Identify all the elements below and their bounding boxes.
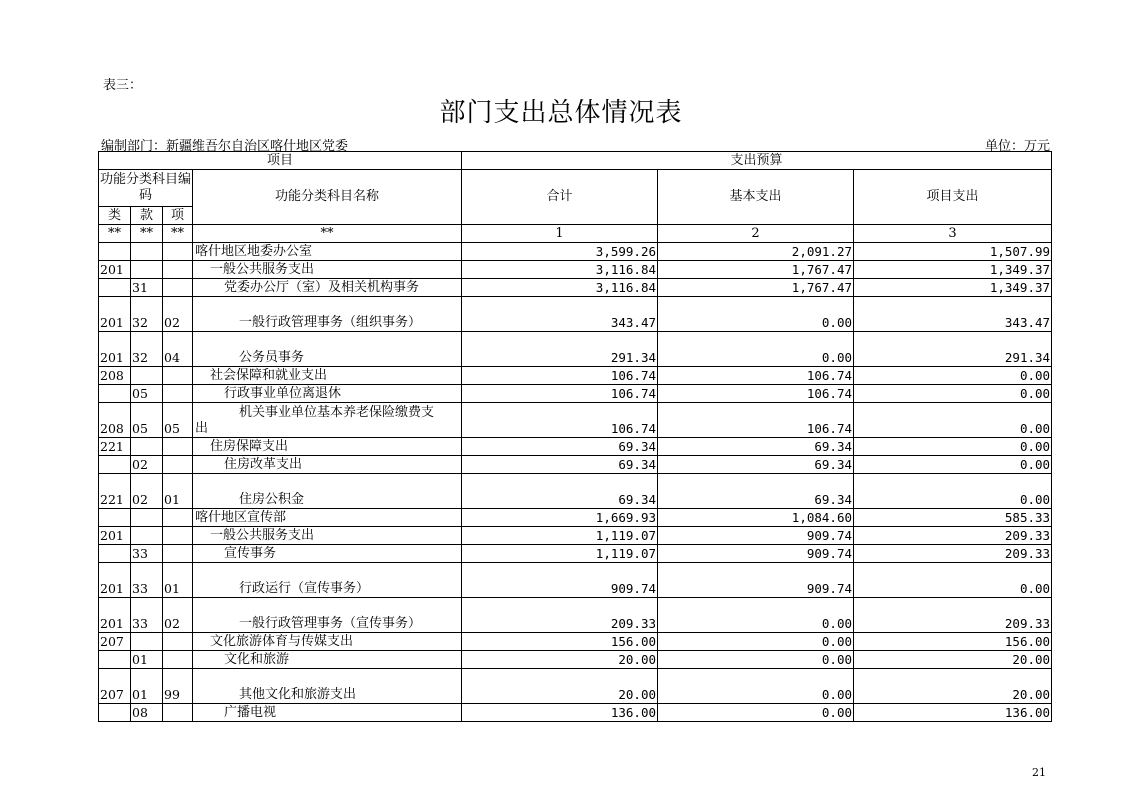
lei-cell: 201 [99, 297, 131, 332]
item-name-cell: 党委办公厅（室）及相关机构事务 [193, 279, 462, 297]
lei-cell: 221 [99, 474, 131, 509]
table-row [99, 403, 1052, 438]
kuan-cell: 32 [131, 297, 163, 332]
lei-cell [99, 509, 131, 527]
table-row [99, 261, 1052, 279]
item-header: 项目 [99, 152, 462, 170]
project-cell: 0.00 [854, 438, 1052, 456]
table-row [99, 704, 1052, 722]
project-cell: 20.00 [854, 669, 1052, 704]
table-row [99, 545, 1052, 563]
total-cell: 69.34 [462, 438, 658, 456]
basic-cell: 0.00 [658, 704, 854, 722]
kuan-cell [131, 243, 163, 261]
item-name-cell: 喀什地区地委办公室 [193, 243, 462, 261]
item-name-cell: 宣传事务 [193, 545, 462, 563]
project-cell: 0.00 [854, 385, 1052, 403]
project-cell: 1,349.37 [854, 261, 1052, 279]
total-cell: 69.34 [462, 474, 658, 509]
index-cell: ** [163, 225, 193, 243]
kuan-cell: 31 [131, 279, 163, 297]
xiang-cell [163, 367, 193, 385]
table-row [99, 633, 1052, 651]
lei-header: 类 [99, 207, 131, 225]
project-cell: 291.34 [854, 332, 1052, 367]
item-name-cell: 广播电视 [193, 704, 462, 722]
basic-cell: 1,084.60 [658, 509, 854, 527]
department-label: 编制部门：新疆维吾尔自治区喀什地区党委 [101, 139, 349, 154]
project-cell: 209.33 [854, 598, 1052, 633]
total-cell: 343.47 [462, 297, 658, 332]
item-name-cell [193, 403, 462, 438]
kuan-cell: 05 [131, 385, 163, 403]
header-row-1 [99, 152, 1052, 170]
lei-cell: 201 [99, 598, 131, 633]
total-cell: 1,119.07 [462, 527, 658, 545]
xiang-cell [163, 704, 193, 722]
table-row [99, 385, 1052, 403]
total-cell: 20.00 [462, 669, 658, 704]
index-cell: ** [193, 225, 462, 243]
table-row [99, 243, 1052, 261]
total-cell: 106.74 [462, 385, 658, 403]
lei-cell: 201 [99, 563, 131, 598]
item-name-cell: 住房改革支出 [193, 456, 462, 474]
kuan-cell: 32 [131, 332, 163, 367]
item-name-cell: 喀什地区宣传部 [193, 509, 462, 527]
xiang-cell [163, 545, 193, 563]
basic-cell: 0.00 [658, 297, 854, 332]
item-name-cell: 一般公共服务支出 [193, 527, 462, 545]
kuan-cell: 01 [131, 651, 163, 669]
xiang-cell: 02 [163, 598, 193, 633]
basic-cell: 0.00 [658, 633, 854, 651]
kuan-cell: 05 [131, 403, 163, 438]
xiang-cell [163, 527, 193, 545]
unit-label: 单位：万元 [984, 139, 1050, 154]
item-name-cell: 一般行政管理事务（组织事务） [193, 297, 462, 332]
table-row [99, 563, 1052, 598]
total-cell: 136.00 [462, 704, 658, 722]
item-name-cell: 行政事业单位离退休 [193, 385, 462, 403]
total-header: 合计 [462, 170, 658, 225]
project-cell: 585.33 [854, 509, 1052, 527]
basic-cell: 909.74 [658, 527, 854, 545]
basic-cell: 69.34 [658, 438, 854, 456]
xiang-cell [163, 651, 193, 669]
index-cell: ** [131, 225, 163, 243]
project-cell: 209.33 [854, 545, 1052, 563]
lei-cell: 201 [99, 261, 131, 279]
project-cell: 0.00 [854, 367, 1052, 385]
item-name-cell: 其他文化和旅游支出 [193, 669, 462, 704]
name-header: 功能分类科目名称 [193, 170, 462, 225]
lei-cell [99, 456, 131, 474]
project-cell: 20.00 [854, 651, 1052, 669]
kuan-cell [131, 633, 163, 651]
table-row [99, 527, 1052, 545]
item-name-line2: 出 [195, 421, 209, 436]
lei-cell [99, 385, 131, 403]
item-name-cell: 文化和旅游 [193, 651, 462, 669]
total-cell: 106.74 [462, 367, 658, 385]
index-cell: 3 [854, 225, 1052, 243]
basic-cell: 909.74 [658, 563, 854, 598]
table-row [99, 509, 1052, 527]
xiang-cell [163, 438, 193, 456]
total-cell: 69.34 [462, 456, 658, 474]
basic-cell: 2,091.27 [658, 243, 854, 261]
budget-header: 支出预算 [462, 152, 1052, 170]
xiang-cell [163, 243, 193, 261]
budget-table [98, 151, 1052, 722]
basic-cell: 909.74 [658, 545, 854, 563]
lei-cell: 208 [99, 367, 131, 385]
lei-cell: 201 [99, 332, 131, 367]
total-cell: 291.34 [462, 332, 658, 367]
xiang-cell [163, 385, 193, 403]
xiang-header: 项 [163, 207, 193, 225]
page-title: 部门支出总体情况表 [439, 98, 683, 128]
project-cell: 0.00 [854, 474, 1052, 509]
total-cell: 1,669.93 [462, 509, 658, 527]
total-cell: 3,599.26 [462, 243, 658, 261]
item-name-cell: 文化旅游体育与传媒支出 [193, 633, 462, 651]
basic-cell: 1,767.47 [658, 279, 854, 297]
xiang-cell [163, 633, 193, 651]
total-cell: 3,116.84 [462, 279, 658, 297]
lei-cell [99, 651, 131, 669]
total-cell: 3,116.84 [462, 261, 658, 279]
kuan-cell [131, 509, 163, 527]
project-cell: 0.00 [854, 563, 1052, 598]
kuan-cell [131, 261, 163, 279]
kuan-cell: 02 [131, 474, 163, 509]
kuan-cell [131, 367, 163, 385]
item-name-cell: 公务员事务 [193, 332, 462, 367]
total-cell: 20.00 [462, 651, 658, 669]
item-name-cell: 住房公积金 [193, 474, 462, 509]
total-cell: 209.33 [462, 598, 658, 633]
basic-cell: 69.34 [658, 456, 854, 474]
item-name-cell: 一般公共服务支出 [193, 261, 462, 279]
table-row [99, 367, 1052, 385]
lei-cell [99, 279, 131, 297]
kuan-cell: 02 [131, 456, 163, 474]
lei-cell [99, 545, 131, 563]
basic-cell: 69.34 [658, 474, 854, 509]
header-row-2 [99, 170, 1052, 207]
basic-cell: 106.74 [658, 385, 854, 403]
xiang-cell [163, 261, 193, 279]
project-cell: 1,507.99 [854, 243, 1052, 261]
project-cell: 156.00 [854, 633, 1052, 651]
table-row [99, 474, 1052, 509]
xiang-cell [163, 509, 193, 527]
table-row [99, 669, 1052, 704]
index-cell: 1 [462, 225, 658, 243]
table-row [99, 651, 1052, 669]
project-cell: 136.00 [854, 704, 1052, 722]
table-row [99, 297, 1052, 332]
total-cell: 106.74 [462, 403, 658, 438]
kuan-cell: 33 [131, 563, 163, 598]
xiang-cell [163, 279, 193, 297]
lei-cell [99, 704, 131, 722]
project-header: 项目支出 [854, 170, 1052, 225]
item-name-cell: 一般行政管理事务（宣传事务） [193, 598, 462, 633]
kuan-cell [131, 438, 163, 456]
index-row [99, 225, 1052, 243]
basic-cell: 106.74 [658, 403, 854, 438]
xiang-cell: 04 [163, 332, 193, 367]
xiang-cell: 01 [163, 474, 193, 509]
lei-cell: 208 [99, 403, 131, 438]
kuan-cell: 08 [131, 704, 163, 722]
index-cell: 2 [658, 225, 854, 243]
table-row [99, 279, 1052, 297]
project-cell: 209.33 [854, 527, 1052, 545]
basic-header: 基本支出 [658, 170, 854, 225]
lei-cell: 221 [99, 438, 131, 456]
kuan-cell: 33 [131, 545, 163, 563]
xiang-cell: 99 [163, 669, 193, 704]
table-row [99, 456, 1052, 474]
kuan-header: 款 [131, 207, 163, 225]
xiang-cell: 01 [163, 563, 193, 598]
basic-cell: 106.74 [658, 367, 854, 385]
table-row [99, 598, 1052, 633]
lei-cell: 201 [99, 527, 131, 545]
kuan-cell: 01 [131, 669, 163, 704]
project-cell: 1,349.37 [854, 279, 1052, 297]
total-cell: 909.74 [462, 563, 658, 598]
lei-cell: 207 [99, 633, 131, 651]
table-label: 表三： [103, 78, 143, 93]
xiang-cell: 02 [163, 297, 193, 332]
project-cell: 343.47 [854, 297, 1052, 332]
lei-cell: 207 [99, 669, 131, 704]
item-name-line1: 机关事业单位基本养老保险缴费支 [239, 405, 435, 420]
basic-cell: 0.00 [658, 651, 854, 669]
item-name-cell: 行政运行（宣传事务） [193, 563, 462, 598]
basic-cell: 0.00 [658, 598, 854, 633]
table-row [99, 332, 1052, 367]
basic-cell: 0.00 [658, 332, 854, 367]
index-cell: ** [99, 225, 131, 243]
page-number: 21 [1032, 766, 1046, 779]
item-name-cell: 社会保障和就业支出 [193, 367, 462, 385]
project-cell: 0.00 [854, 403, 1052, 438]
total-cell: 156.00 [462, 633, 658, 651]
xiang-cell [163, 456, 193, 474]
basic-cell: 0.00 [658, 669, 854, 704]
table-row [99, 438, 1052, 456]
xiang-cell: 05 [163, 403, 193, 438]
code-group-header: 功能分类科目编码 [99, 170, 193, 207]
project-cell: 0.00 [854, 456, 1052, 474]
basic-cell: 1,767.47 [658, 261, 854, 279]
lei-cell [99, 243, 131, 261]
kuan-cell [131, 527, 163, 545]
total-cell: 1,119.07 [462, 545, 658, 563]
item-name-cell: 住房保障支出 [193, 438, 462, 456]
kuan-cell: 33 [131, 598, 163, 633]
